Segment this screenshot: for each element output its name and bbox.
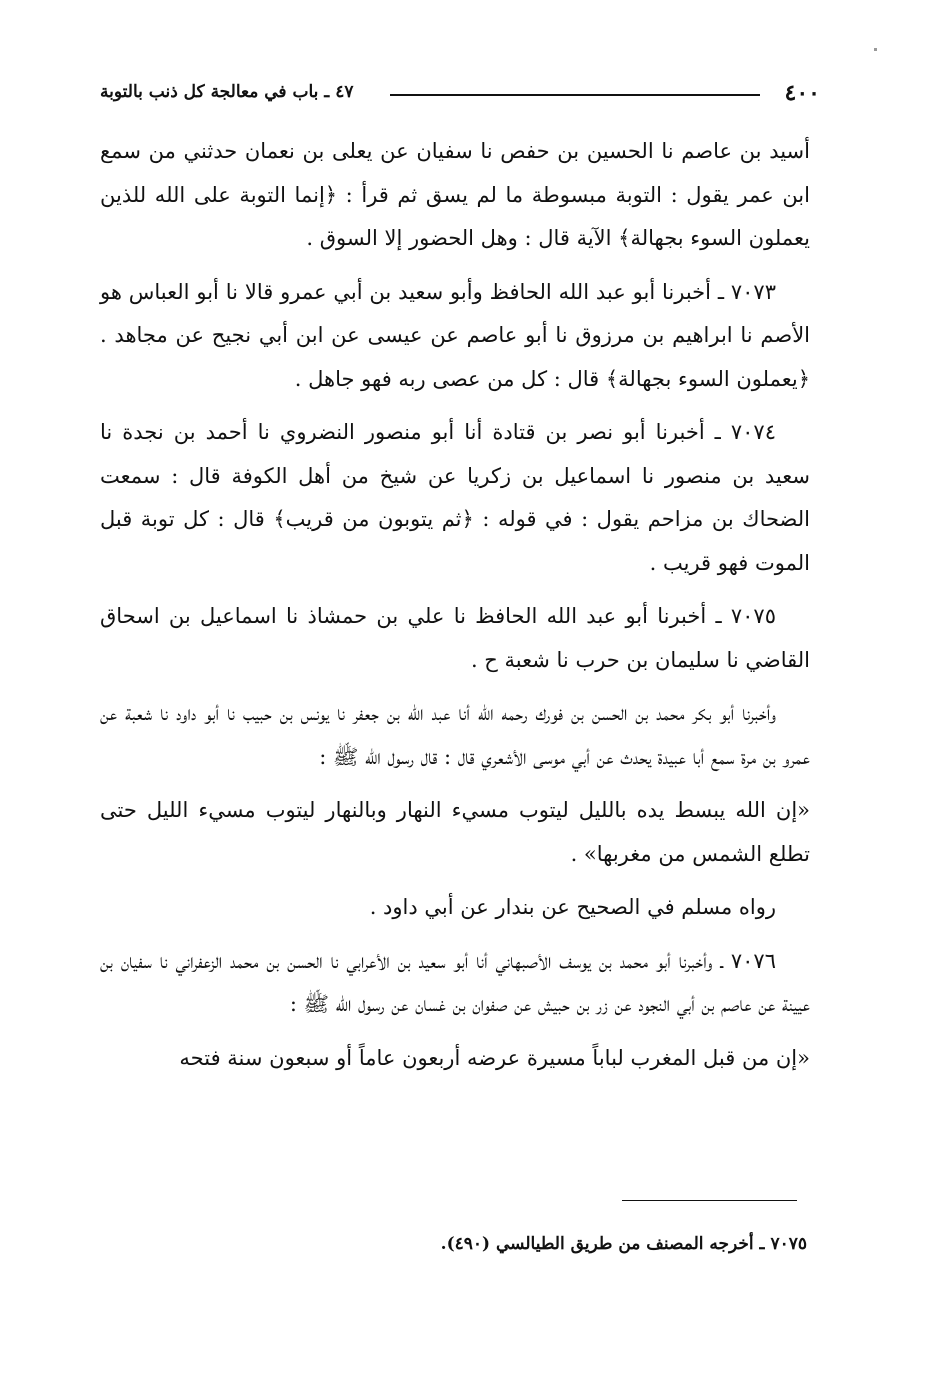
paragraph: رواه مسلم في الصحيح عن بندار عن أبي داود . — [369, 895, 776, 919]
paragraph: أسيد بن عاصم نا الحسين بن حفص نا سفيان عن يعلى بن نعمان حدثني من سمع ابن عمر يقول : التوبة مبسوطة ما لم يسق ثم قرأ : ﴿إنما التوبة على الله للذين يعملون السوء بجهالة﴾ الآية قال : وهل الحضور إلا السوق . — [100, 139, 810, 250]
footnote-rule — [622, 1200, 797, 1201]
hadith-7073: ٧٠٧٣ ـ أخبرنا أبو عبد الله الحافظ وأبو سعيد بن أبي عمرو قالا نا أبو العباس هو الأصم نا ابراهيم بن مرزوق نا أبو عاصم عن عيسى عن ابن أبي نجيح عن مجاهد . ﴿يعملون السوء بجهالة﴾ قال : كل من عصى ربه فهو جاهل . — [100, 279, 810, 391]
hadith-7075: ٧٠٧٥ ـ أخبرنا أبو عبد الله الحافظ نا علي بن حمشاذ نا اسماعيل بن اسحاق القاضي نا سليمان بن حرب نا شعبة ح . — [100, 604, 810, 672]
hadith-quote: «إن الله يبسط يده بالليل ليتوب مسيء النهار وبالنهار ليتوب مسيء الليل حتى تطلع الشمس من مغربها» . — [100, 798, 810, 866]
header-rule — [390, 94, 760, 96]
footnote: ٧٠٧٥ ـ أخرجه المصنف من طريق الطيالسي (٤٩٠). — [440, 1234, 807, 1254]
page-header — [100, 78, 820, 108]
paragraph: وأخبرنا أبو بكر محمد بن الحسن بن فورك رحمه الله أنا عبد الله بن جعفر نا يونس بن حبيب نا أبو داود نا شعبة عن عمرو بن مرة سمع أبا عبيدة يحدث عن أبي موسى الأشعري قال : قال رسول الله ﷺ : — [100, 701, 810, 769]
hadith-7076: ٧٠٧٦ ـ وأخبرنا أبو محمد بن يوسف الأصبهاني أنا أبو سعيد بن الأعرابي نا الحسن بن محمد الزعفراني نا سفيان بن عيينة عن عاصم بن أبي النجود عن زر بن حبيش عن صفوان بن غسان عن رسول الله ﷺ : — [100, 948, 810, 1016]
hadith-7074: ٧٠٧٤ ـ أخبرنا أبو نصر بن قتادة أنا أبو منصور النضروي نا أحمد بن نجدة نا سعيد بن منصور نا اسماعيل بن زكريا عن شيخ من أهل الكوفة قال : سمعت الضحاك بن مزاحم يقول : في قوله : ﴿ثم يتوبون من قريب﴾ قال : كل توبة قبل الموت فهو قريب . — [100, 420, 810, 575]
running-title: ٤٧ ـ باب في معالجة كل ذنب بالتوبة — [100, 82, 354, 102]
main-text — [100, 130, 810, 1090]
scan-speck — [874, 48, 877, 51]
page-number: ٤٠٠ — [784, 80, 820, 106]
hadith-quote: «إن من قبل المغرب لباباً مسيرة عرضه أربعون عاماً أو سبعون سنة فتحه — [179, 1045, 810, 1070]
